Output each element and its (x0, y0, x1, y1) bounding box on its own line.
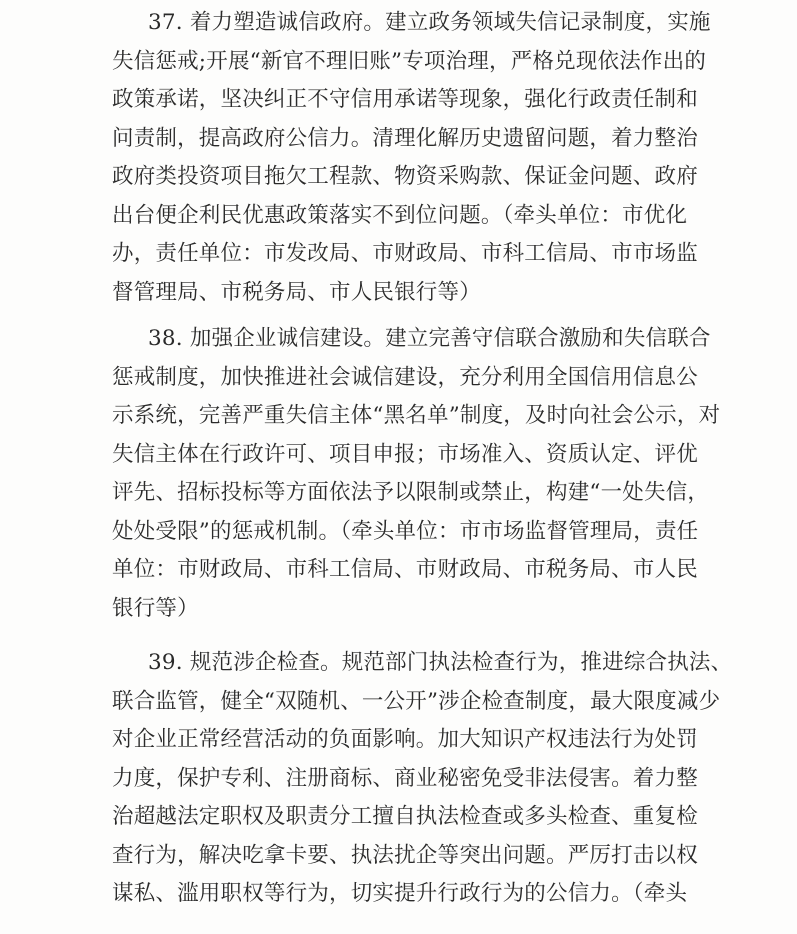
text-line: 问责制，提高政府公信力。清理化解历史遗留问题，着力整治 (112, 125, 698, 151)
text-line: 惩戒制度，加快推进社会诚信建设，充分利用全国信用信息公 (112, 364, 698, 390)
text-line: 对企业正常经营活动的负面影响。加大知识产权违法行为处罚 (112, 727, 698, 752)
text-line: 出台便企利民优惠政策落实不到位问题。（牵头单位：市优化 (112, 202, 688, 228)
text-line: 38. 加强企业诚信建设。建立完善守信联合激励和失信联合 (148, 326, 711, 351)
paragraph-38 (112, 320, 721, 628)
text-line: 失信主体在行政许可、项目申报；市场准入、资质认定、评优 (112, 441, 698, 467)
text-line: 治超越法定职权及职责分工擅自执法检查或多头检查、重复检 (112, 804, 698, 829)
paragraph-39 (112, 644, 733, 914)
text-line: 联合监管，健全“双随机、一公开”涉企检查制度，最大限度减少 (112, 688, 721, 714)
text-line: 处处受限”的惩戒机制。（牵头单位：市市场监督管理局，责任 (112, 518, 699, 544)
text-line: 39. 规范涉企检查。规范部门执法检查行为，推进综合执法、 (148, 650, 733, 675)
text-line: 示系统，完善严重失信主体“黑名单”制度，及时向社会公示，对 (112, 403, 721, 428)
text-line: 评先、招标投标等方面依法予以限制或禁止，构建“一处失信， (112, 480, 710, 505)
text-line: 督管理局、市税务局、市人民银行等） (112, 279, 481, 305)
text-line: 失信惩戒;开展“新官不理旧账”专项治理，严格兑现依法作出的 (112, 48, 707, 74)
text-line: 银行等） (112, 595, 199, 621)
text-line: 谋私、滥用职权等行为，切实提升行政行为的公信力。（牵头 (112, 881, 688, 906)
paragraph-37 (112, 4, 712, 312)
text-line: 办，责任单位：市发改局、市财政局、市科工信局、市市场监 (112, 241, 698, 266)
text-line: 单位：市财政局、市科工信局、市财政局、市税务局、市人民 (112, 557, 698, 582)
text-line: 37. 着力塑造诚信政府。建立政务领域失信记录制度，实施 (148, 10, 711, 35)
text-line: 力度，保护专利、注册商标、商业秘密免受非法侵害。着力整 (112, 765, 698, 791)
text-line: 查行为，解决吃拿卡要、执法扰企等突出问题。严厉打击以权 (112, 842, 698, 868)
text-line: 政府类投资项目拖欠工程款、物资采购款、保证金问题、政府 (112, 164, 698, 189)
text-line: 政策承诺，坚决纠正不守信用承诺等现象，强化行政责任制和 (112, 87, 698, 112)
